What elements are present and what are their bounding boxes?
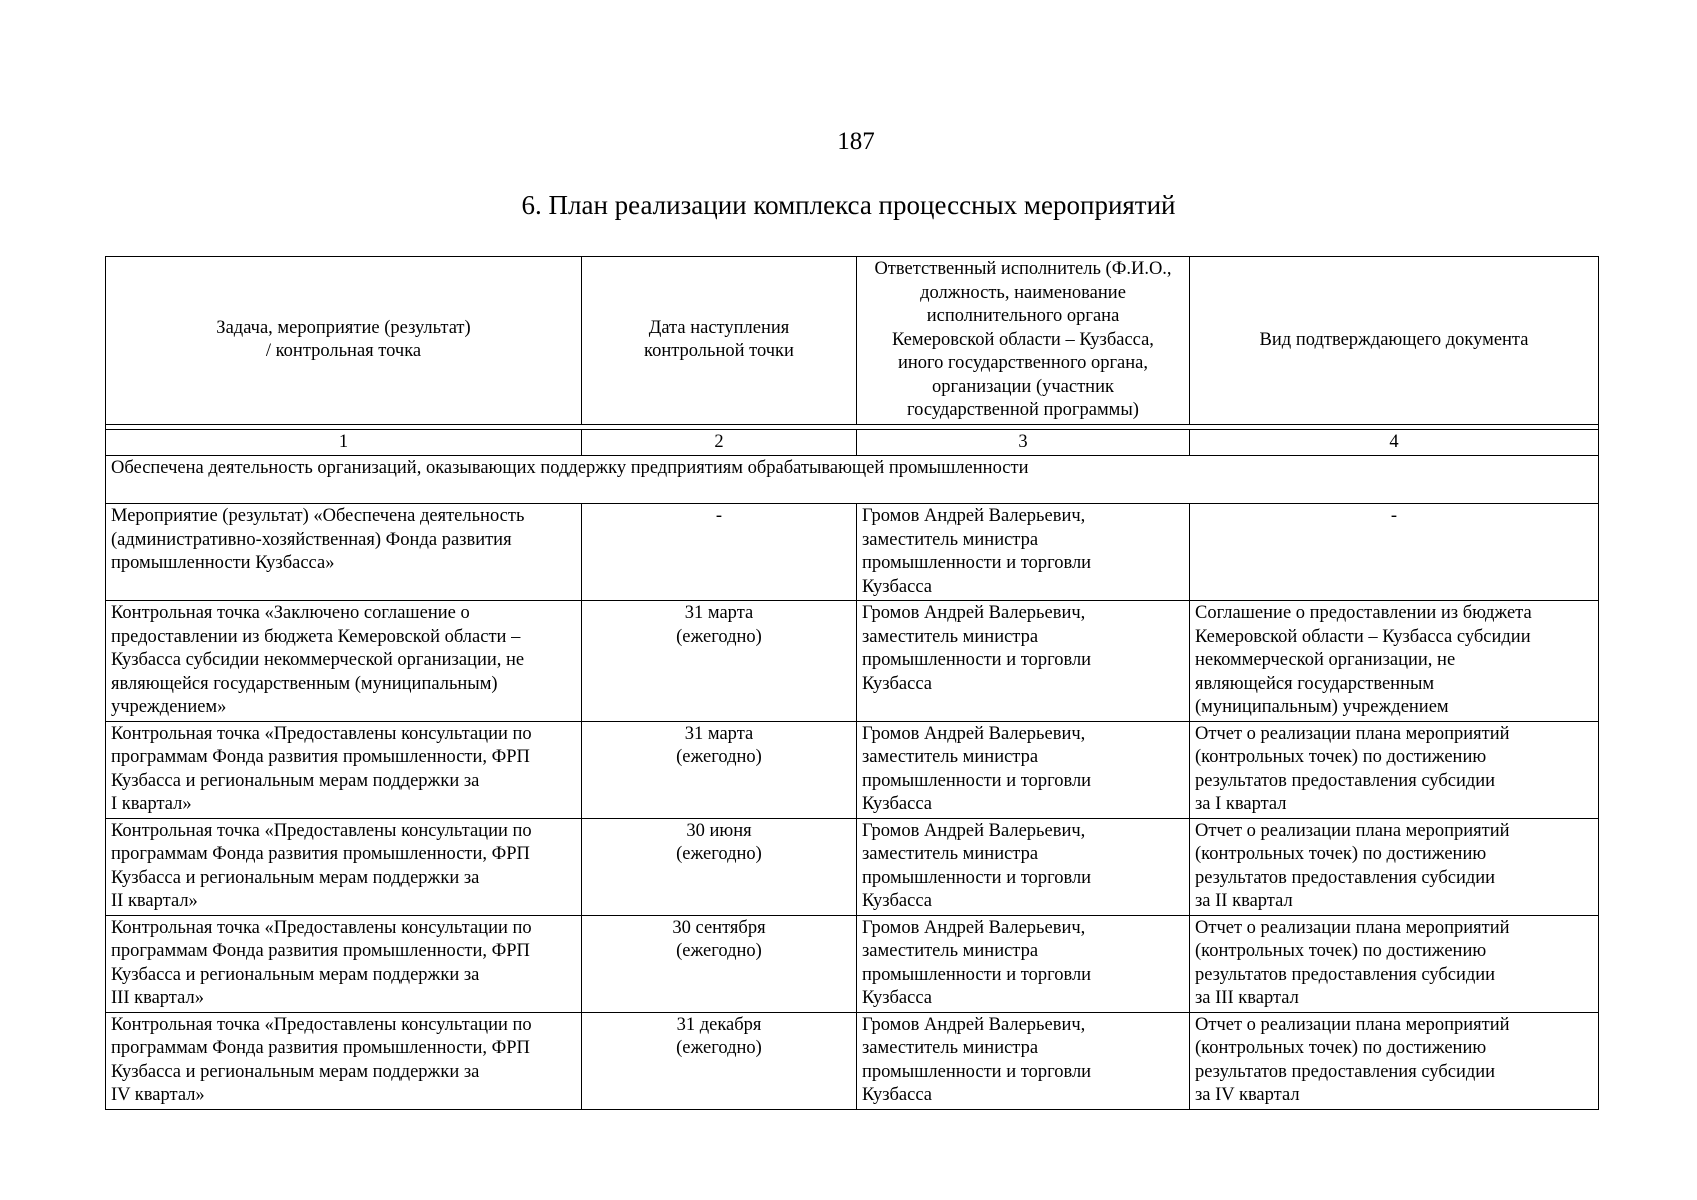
page-title: 6. План реализации комплекса процессных мероприятий xyxy=(521,190,1176,220)
column-number: 4 xyxy=(1190,429,1599,456)
responsible-cell: Громов Андрей Валерьевич, заместитель министра промышленности и торговли Кузбасса xyxy=(857,721,1190,818)
header-date: Дата наступления контрольной точки xyxy=(582,257,857,425)
document-cell: Соглашение о предоставлении из бюджета Кемеровской области – Кузбасса субсидии некоммерческой организации, не являющейся государственным (муниципальным) учреждением xyxy=(1190,601,1599,722)
task-cell: Контрольная точка «Предоставлены консультации по программам Фонда развития промышленности, ФРП Кузбасса и региональным мерам поддержки за II квартал» xyxy=(106,818,582,915)
section-row xyxy=(106,456,1599,504)
task-cell: Контрольная точка «Предоставлены консультации по программам Фонда развития промышленности, ФРП Кузбасса и региональным мерам поддержки за IV квартал» xyxy=(106,1012,582,1109)
document-cell: - xyxy=(1190,504,1599,601)
responsible-cell: Громов Андрей Валерьевич, заместитель министра промышленности и торговли Кузбасса xyxy=(857,504,1190,601)
task-cell: Контрольная точка «Предоставлены консультации по программам Фонда развития промышленности, ФРП Кузбасса и региональным мерам поддержки за I квартал» xyxy=(106,721,582,818)
column-number: 1 xyxy=(106,429,582,456)
task-cell: Контрольная точка «Предоставлены консультации по программам Фонда развития промышленности, ФРП Кузбасса и региональным мерам поддержки за III квартал» xyxy=(106,915,582,1012)
date-cell: 30 июня (ежегодно) xyxy=(582,818,857,915)
column-number: 2 xyxy=(582,429,857,456)
responsible-cell: Громов Андрей Валерьевич, заместитель министра промышленности и торговли Кузбасса xyxy=(857,1012,1190,1109)
table-row xyxy=(106,915,1599,1012)
table-row xyxy=(106,601,1599,722)
date-cell: 31 декабря (ежегодно) xyxy=(582,1012,857,1109)
document-cell: Отчет о реализации плана мероприятий (контрольных точек) по достижению результатов предоставления субсидии за IV квартал xyxy=(1190,1012,1599,1109)
plan-table xyxy=(105,256,1599,1110)
responsible-cell: Громов Андрей Валерьевич, заместитель министра промышленности и торговли Кузбасса xyxy=(857,915,1190,1012)
header-task: Задача, мероприятие (результат) / контрольная точка xyxy=(106,257,582,425)
table-row xyxy=(106,721,1599,818)
header-document: Вид подтверждающего документа xyxy=(1190,257,1599,425)
document-cell: Отчет о реализации плана мероприятий (контрольных точек) по достижению результатов предоставления субсидии за III квартал xyxy=(1190,915,1599,1012)
responsible-cell: Громов Андрей Валерьевич, заместитель министра промышленности и торговли Кузбасса xyxy=(857,601,1190,722)
date-cell: 30 сентября (ежегодно) xyxy=(582,915,857,1012)
responsible-cell: Громов Андрей Валерьевич, заместитель министра промышленности и торговли Кузбасса xyxy=(857,818,1190,915)
table-row xyxy=(106,818,1599,915)
table-row xyxy=(106,504,1599,601)
table-header xyxy=(106,257,1599,425)
document-cell: Отчет о реализации плана мероприятий (контрольных точек) по достижению результатов предоставления субсидии за II квартал xyxy=(1190,818,1599,915)
page-number: 187 xyxy=(837,128,875,155)
table-row xyxy=(106,1012,1599,1109)
document-cell: Отчет о реализации плана мероприятий (контрольных точек) по достижению результатов предоставления субсидии за I квартал xyxy=(1190,721,1599,818)
header-responsible: Ответственный исполнитель (Ф.И.О., должность, наименование исполнительного органа Кемеровской области – Кузбасса, иного государственного органа, организации (участник государственной программы) xyxy=(857,257,1190,425)
column-number: 3 xyxy=(857,429,1190,456)
column-number-row xyxy=(106,429,1599,456)
date-cell: 31 марта (ежегодно) xyxy=(582,601,857,722)
section-title: Обеспечена деятельность организаций, оказывающих поддержку предприятиям обрабатывающей промышленности xyxy=(106,456,1599,504)
date-cell: - xyxy=(582,504,857,601)
task-cell: Мероприятие (результат) «Обеспечена деятельность (административно-хозяйственная) Фонда развития промышленности Кузбасса» xyxy=(106,504,582,601)
date-cell: 31 марта (ежегодно) xyxy=(582,721,857,818)
task-cell: Контрольная точка «Заключено соглашение о предоставлении из бюджета Кемеровской области – Кузбасса субсидии некоммерческой организации, не являющейся государственным (муниципальным) учреждением» xyxy=(106,601,582,722)
